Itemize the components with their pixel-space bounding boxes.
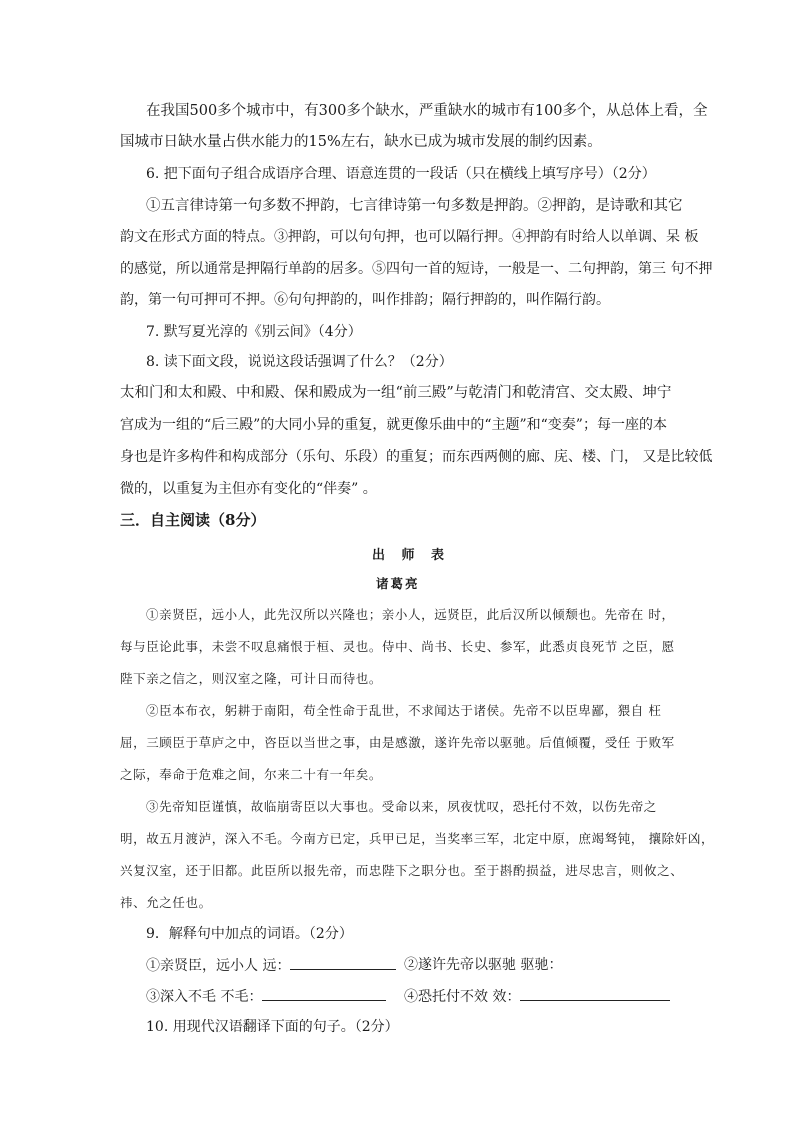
classical-line: 兴复汉室，还于旧都。此臣所以报先帝，而忠陛下之职分也。至于斟酌损益，进尽忠言，则攸之、 xyxy=(120,863,684,878)
question-8-line: 宫成为一组的“后三殿”的大同小异的重复，就更像乐曲中的“主题”和“变奏”；每一座的本 xyxy=(120,417,667,433)
question-6-line: ①五言律诗第一句多数不押韵，七言律诗第一句多数是押韵。②押韵，是诗歌和其它 xyxy=(146,198,683,214)
question-10-prompt: 10. 用现代汉语翻译下面的句子。（2分） xyxy=(146,1019,399,1035)
classical-line: ①亲贤臣，远小人，此先汉所以兴隆也；亲小人，远贤臣，此后汉所以倾颓也。先帝在 时， xyxy=(146,607,675,622)
answer-blank-4[interactable] xyxy=(520,986,670,1001)
classical-line: ③先帝知臣谨慎，故临崩寄臣以大事也。受命以来，夙夜忧叹，恐托付不效，以伤先帝之 xyxy=(146,799,657,814)
question-8-line: 太和门和太和殿、中和殿、保和殿成为一组“前三殿”与乾清门和乾清宫、交太殿、坤宁 xyxy=(120,385,672,401)
question-7-prompt: 7. 默写夏光淳的《别云间》（4分） xyxy=(146,324,362,340)
question-9-item-2-text: ②遂许先帝以驱驰 驱驰： xyxy=(404,957,563,973)
question-8-line: 微的，以重复为主但亦有变化的“伴奏” 。 xyxy=(120,481,377,497)
answer-blank-1[interactable] xyxy=(290,955,396,970)
classical-line: 陛下亲之信之，则汉室之隆，可计日而待也。 xyxy=(120,671,383,686)
question-9-item-4 xyxy=(404,986,670,1007)
classical-line: 之际，奉命于危难之间，尔来二十有一年矣。 xyxy=(120,767,383,782)
question-9-item-3-text: ③深入不毛 不毛： xyxy=(146,989,263,1005)
question-8-prompt: 8. 读下面文段，说说这段话强调了什么？（2分） xyxy=(146,354,453,370)
question-9-item-1-text: ①亲贤臣，远小人 远： xyxy=(146,958,291,974)
classical-line: 每与臣论此事，未尝不叹息痛恨于桓、灵也。侍中、尚书、长史、参军，此悉贞良死节 之臣，愿 xyxy=(120,639,675,654)
question-6-line: 的感觉，所以通常是押隔行单韵的居多。⑤四句一首的短诗，一般是一、二句押韵，第三 句不押 xyxy=(120,261,713,277)
question-6-line: 韵，第一句可押可不押。⑥句句押韵的，叫作排韵；隔行押韵的，叫作隔行韵。 xyxy=(120,292,610,308)
classical-line: ②臣本布衣，躬耕于南阳，苟全性命于乱世，不求闻达于诸侯。先帝不以臣卑鄙，猥自 枉 xyxy=(146,703,662,718)
question-9-item-4-text: ④恐托付不效 效： xyxy=(404,989,521,1005)
classical-author: 诸葛亮 xyxy=(376,576,420,591)
question-6-line: 韵文在形式方面的特点。③押韵，可以句句押，也可以隔行押。④押韵有时给人以单调、呆 板 xyxy=(120,229,699,245)
question-9-item-3 xyxy=(146,986,386,1007)
section-3-heading: 三．自主阅读（8分） xyxy=(120,511,266,529)
question-9-item-2 xyxy=(404,955,562,975)
question-9-prompt: 9．解释句中加点的词语。（2分） xyxy=(146,926,353,942)
classical-line: 明，故五月渡泸，深入不毛。今南方已定，兵甲已足，当奖率三军，北定中原，庶竭驽钝， 攘除奸凶， xyxy=(120,831,715,846)
classical-line: 祎、允之任也。 xyxy=(120,895,212,910)
classical-title: 出 师 表 xyxy=(372,548,451,563)
question-9-item-1 xyxy=(146,955,396,976)
answer-blank-3[interactable] xyxy=(262,986,386,1001)
classical-line: 屈，三顾臣于草庐之中，咨臣以当世之事，由是感激，遂许先帝以驱驰。后值倾覆，受任 于败军 xyxy=(120,735,675,750)
intro-line-1: 在我国500多个城市中，有300多个缺水，严重缺水的城市有100多个，从总体上看，全 xyxy=(146,103,708,119)
intro-line-2: 国城市日缺水量占供水能力的15%左右，缺水已成为城市发展的制约因素。 xyxy=(120,134,602,150)
question-8-line: 身也是许多构件和构成部分（乐句、乐段）的重复；而东西两侧的廊、庑、楼、门， 又是比较低 xyxy=(120,449,713,465)
question-6-prompt: 6. 把下面句子组合成语序合理、语意连贯的一段话（只在横线上填写序号）（2分） xyxy=(146,166,656,182)
